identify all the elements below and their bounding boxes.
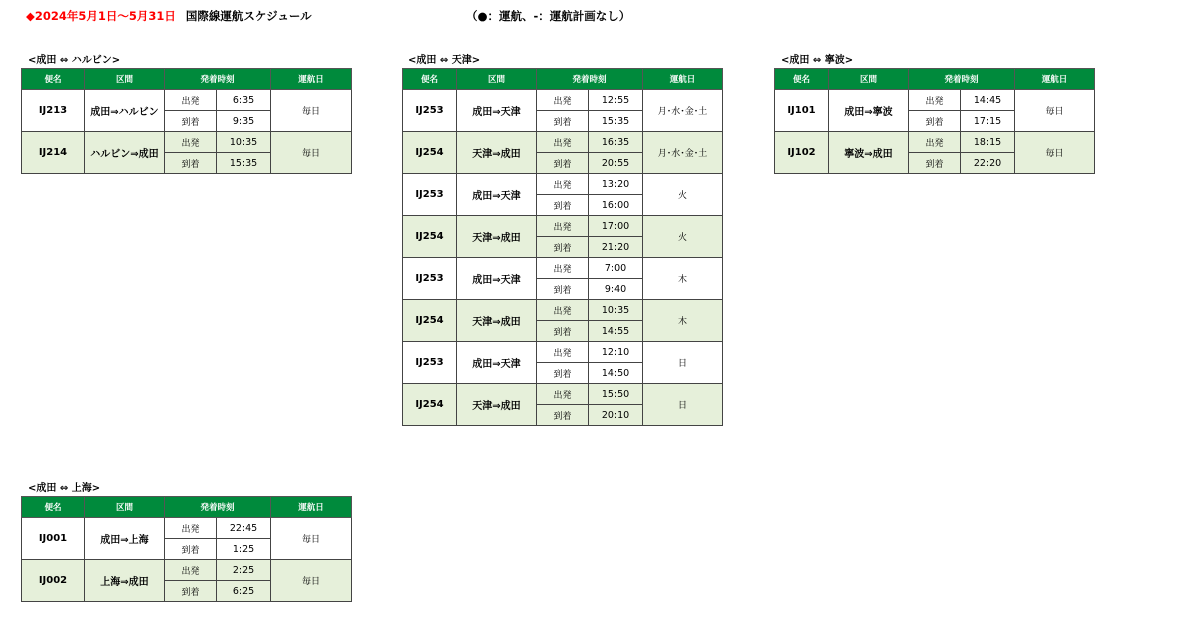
operating-days: 火 — [643, 174, 723, 216]
depart-label: 出発 — [537, 300, 589, 321]
operating-days: 毎日 — [271, 90, 352, 132]
schedule-table-ningbo — [774, 68, 1095, 174]
operating-days: 火 — [643, 216, 723, 258]
arrive-label: 到着 — [165, 539, 217, 560]
col-times-header: 発着時刻 — [537, 69, 643, 90]
flight-number: IJ254 — [403, 384, 457, 426]
col-times-header: 発着時刻 — [165, 69, 271, 90]
col-days-header: 運航日 — [271, 69, 352, 90]
arrive-time: 9:40 — [589, 279, 643, 300]
flight-route: 上海⇒成田 — [85, 560, 165, 602]
header-row — [403, 69, 723, 90]
operating-days: 毎日 — [271, 518, 352, 560]
table-row — [22, 90, 352, 111]
flight-route: 天津⇒成田 — [457, 384, 537, 426]
col-route-header: 区間 — [85, 497, 165, 518]
flight-number: IJ213 — [22, 90, 85, 132]
depart-time: 13:20 — [589, 174, 643, 195]
route-title-ningbo: <成田 ⇔ 寧波> — [781, 55, 854, 66]
depart-time: 15:50 — [589, 384, 643, 405]
arrive-label: 到着 — [537, 237, 589, 258]
table-row — [22, 132, 352, 153]
depart-label: 出発 — [537, 132, 589, 153]
flight-route: 成田⇒天津 — [457, 90, 537, 132]
flight-number: IJ214 — [22, 132, 85, 174]
flight-route: 成田⇒天津 — [457, 342, 537, 384]
depart-label: 出発 — [909, 132, 961, 153]
schedule-table-harbin — [21, 68, 352, 174]
flight-number: IJ253 — [403, 90, 457, 132]
table-row — [403, 300, 723, 321]
table-row — [403, 174, 723, 195]
arrive-time: 14:55 — [589, 321, 643, 342]
arrive-label: 到着 — [537, 111, 589, 132]
arrive-label: 到着 — [165, 153, 217, 174]
flight-number: IJ253 — [403, 342, 457, 384]
depart-label: 出発 — [165, 560, 217, 581]
depart-label: 出発 — [165, 90, 217, 111]
depart-label: 出発 — [165, 518, 217, 539]
depart-time: 22:45 — [217, 518, 271, 539]
depart-time: 10:35 — [217, 132, 271, 153]
depart-time: 12:10 — [589, 342, 643, 363]
table-row — [775, 90, 1095, 111]
col-days-header: 運航日 — [643, 69, 723, 90]
schedule-table-shanghai — [21, 496, 352, 602]
operating-days: 月･水･金･土 — [643, 90, 723, 132]
arrive-time: 17:15 — [961, 111, 1015, 132]
schedule-period: ◆2024年5月1日～5月31日 — [26, 9, 176, 23]
operating-days: 日 — [643, 384, 723, 426]
header-row — [22, 69, 352, 90]
legend-note: （●：運航、-：運航計画なし） — [466, 9, 631, 23]
flight-number: IJ253 — [403, 174, 457, 216]
table-row — [403, 342, 723, 363]
operating-days: 毎日 — [1015, 90, 1095, 132]
depart-time: 18:15 — [961, 132, 1015, 153]
arrive-label: 到着 — [537, 153, 589, 174]
arrive-time: 15:35 — [589, 111, 643, 132]
depart-time: 17:00 — [589, 216, 643, 237]
depart-time: 6:35 — [217, 90, 271, 111]
depart-label: 出発 — [537, 90, 589, 111]
depart-time: 2:25 — [217, 560, 271, 581]
depart-label: 出発 — [537, 342, 589, 363]
arrive-time: 14:50 — [589, 363, 643, 384]
header-row — [22, 497, 352, 518]
depart-label: 出発 — [537, 384, 589, 405]
col-flight-header: 便名 — [22, 69, 85, 90]
arrive-time: 6:25 — [217, 581, 271, 602]
depart-label: 出発 — [165, 132, 217, 153]
arrive-label: 到着 — [537, 279, 589, 300]
depart-time: 16:35 — [589, 132, 643, 153]
flight-number: IJ254 — [403, 300, 457, 342]
depart-time: 14:45 — [961, 90, 1015, 111]
flight-route: 天津⇒成田 — [457, 216, 537, 258]
arrive-label: 到着 — [165, 111, 217, 132]
flight-route: 成田⇒ハルビン — [85, 90, 165, 132]
operating-days: 毎日 — [1015, 132, 1095, 174]
flight-number: IJ102 — [775, 132, 829, 174]
arrive-time: 15:35 — [217, 153, 271, 174]
arrive-time: 20:10 — [589, 405, 643, 426]
arrive-time: 22:20 — [961, 153, 1015, 174]
flight-route: 成田⇒上海 — [85, 518, 165, 560]
col-days-header: 運航日 — [271, 497, 352, 518]
flight-number: IJ253 — [403, 258, 457, 300]
flight-route: 天津⇒成田 — [457, 300, 537, 342]
table-row — [403, 132, 723, 153]
flight-number: IJ254 — [403, 132, 457, 174]
header-row — [775, 69, 1095, 90]
table-row — [403, 216, 723, 237]
col-flight-header: 便名 — [403, 69, 457, 90]
flight-route: ハルビン⇒成田 — [85, 132, 165, 174]
flight-number: IJ002 — [22, 560, 85, 602]
col-route-header: 区間 — [85, 69, 165, 90]
depart-label: 出発 — [537, 258, 589, 279]
arrive-label: 到着 — [909, 153, 961, 174]
schedule-title: 国際線運航スケジュール — [185, 9, 312, 23]
depart-label: 出発 — [909, 90, 961, 111]
table-row — [22, 560, 352, 581]
col-days-header: 運航日 — [1015, 69, 1095, 90]
arrive-time: 16:00 — [589, 195, 643, 216]
operating-days: 木 — [643, 300, 723, 342]
flight-route: 天津⇒成田 — [457, 132, 537, 174]
schedule-table-tianjin — [402, 68, 723, 426]
route-title-tianjin: <成田 ⇔ 天津> — [408, 55, 481, 66]
col-route-header: 区間 — [829, 69, 909, 90]
operating-days: 木 — [643, 258, 723, 300]
table-row — [403, 90, 723, 111]
operating-days: 日 — [643, 342, 723, 384]
table-row — [775, 132, 1095, 153]
arrive-label: 到着 — [537, 363, 589, 384]
arrive-label: 到着 — [909, 111, 961, 132]
flight-number: IJ101 — [775, 90, 829, 132]
depart-time: 7:00 — [589, 258, 643, 279]
col-flight-header: 便名 — [775, 69, 829, 90]
route-title-shanghai: <成田 ⇔ 上海> — [28, 483, 101, 494]
flight-route: 成田⇒天津 — [457, 174, 537, 216]
route-title-harbin: <成田 ⇔ ハルビン> — [28, 55, 121, 66]
operating-days: 毎日 — [271, 560, 352, 602]
arrive-time: 1:25 — [217, 539, 271, 560]
arrive-time: 20:55 — [589, 153, 643, 174]
table-row — [403, 384, 723, 405]
arrive-label: 到着 — [537, 405, 589, 426]
flight-number: IJ001 — [22, 518, 85, 560]
col-flight-header: 便名 — [22, 497, 85, 518]
operating-days: 月･水･金･土 — [643, 132, 723, 174]
table-row — [403, 258, 723, 279]
page-title — [26, 8, 312, 24]
col-route-header: 区間 — [457, 69, 537, 90]
depart-label: 出発 — [537, 174, 589, 195]
depart-time: 12:55 — [589, 90, 643, 111]
flight-route: 寧波⇒成田 — [829, 132, 909, 174]
operating-days: 毎日 — [271, 132, 352, 174]
col-times-header: 発着時刻 — [165, 497, 271, 518]
arrive-time: 9:35 — [217, 111, 271, 132]
depart-label: 出発 — [537, 216, 589, 237]
arrive-time: 21:20 — [589, 237, 643, 258]
table-row — [22, 518, 352, 539]
arrive-label: 到着 — [537, 195, 589, 216]
flight-route: 成田⇒天津 — [457, 258, 537, 300]
flight-number: IJ254 — [403, 216, 457, 258]
depart-time: 10:35 — [589, 300, 643, 321]
flight-route: 成田⇒寧波 — [829, 90, 909, 132]
arrive-label: 到着 — [537, 321, 589, 342]
arrive-label: 到着 — [165, 581, 217, 602]
col-times-header: 発着時刻 — [909, 69, 1015, 90]
